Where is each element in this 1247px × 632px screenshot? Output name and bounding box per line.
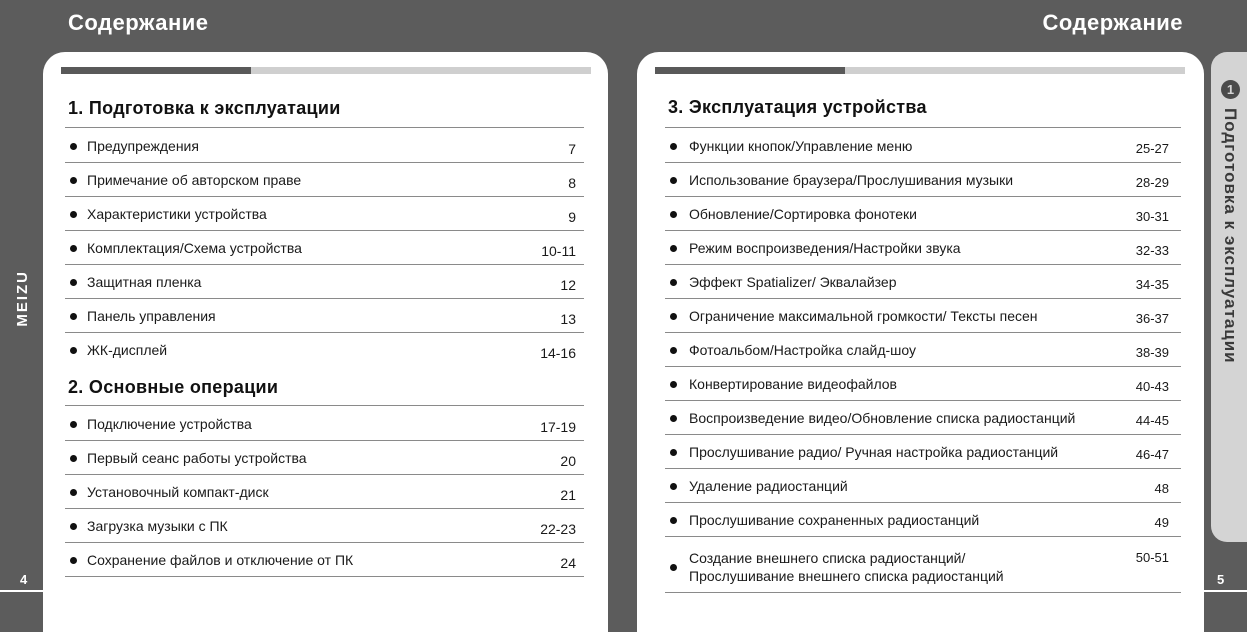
right-page-number: 5	[1217, 572, 1225, 587]
toc-item-page: 10-11	[541, 243, 576, 259]
toc-item-label: Подключение устройства	[87, 416, 252, 432]
toc-item-label: Предупреждения	[87, 138, 199, 154]
toc-item-page: 17-19	[540, 419, 576, 435]
bullet-icon	[70, 347, 77, 354]
toc-item-label: Удаление радиостанций	[689, 478, 848, 494]
bullet-icon	[670, 279, 677, 286]
chapter-tab-label: Подготовка к эксплуатации	[1221, 108, 1240, 364]
toc-item[interactable]	[65, 474, 584, 509]
toc-item-page: 28-29	[1135, 175, 1169, 190]
toc-item-label: Обновление/Сортировка фонотеки	[689, 206, 917, 222]
left-page-number-underline	[0, 590, 43, 592]
toc-item-label-line2: Прослушивание внешнего списка радиостанций	[689, 568, 1004, 584]
toc-item-label: Первый сеанс работы устройства	[87, 450, 307, 466]
toc-item[interactable]	[665, 298, 1181, 333]
toc-item-page: 24	[560, 555, 576, 571]
toc-item[interactable]	[665, 230, 1181, 265]
toc-item-page: 21	[560, 487, 576, 503]
bullet-icon	[70, 143, 77, 150]
toc-item-label-line1: Создание внешнего списка радиостанций/	[689, 550, 966, 566]
bullet-icon	[70, 313, 77, 320]
toc-item[interactable]	[665, 162, 1181, 197]
toc-item-page: 25-27	[1135, 141, 1169, 156]
toc-item-page: 9	[568, 209, 576, 225]
toc-item[interactable]	[65, 332, 584, 366]
chapter-number-badge: 1	[1221, 80, 1240, 99]
section-2-title: 2. Основные операции	[68, 377, 279, 397]
toc-item[interactable]	[665, 468, 1181, 503]
toc-item-page: 13	[560, 311, 576, 327]
toc-item-label: Комплектация/Схема устройства	[87, 240, 302, 256]
toc-item-page: 46-47	[1135, 447, 1169, 462]
toc-item-label: Сохранение файлов и отключение от ПК	[87, 552, 354, 568]
left-page-header: Содержание	[68, 10, 209, 35]
left-header-bar	[61, 67, 591, 74]
right-page-panel	[637, 52, 1204, 632]
toc-item-page: 40-43	[1135, 379, 1169, 394]
bullet-icon	[670, 211, 677, 218]
toc-item[interactable]	[65, 264, 584, 299]
toc-item[interactable]	[65, 542, 584, 577]
toc-item-label: Режим воспроизведения/Настройки звука	[689, 240, 961, 256]
bullet-icon	[70, 279, 77, 286]
meizu-logo: MEIZU	[14, 270, 31, 327]
bullet-icon	[670, 143, 677, 150]
toc-item-page: 7	[568, 141, 576, 157]
toc-item[interactable]	[665, 502, 1181, 537]
toc-item-label: Загрузка музыки с ПК	[87, 518, 228, 534]
bullet-icon	[670, 177, 677, 184]
section-3-title: 3. Эксплуатация устройства	[668, 97, 927, 117]
right-page-number-underline	[1204, 590, 1247, 592]
toc-item-label: Функции кнопок/Управление меню	[689, 138, 913, 154]
toc-item[interactable]	[65, 162, 584, 197]
toc-item-label: Конвертирование видеофайлов	[689, 376, 897, 392]
toc-item-label: Примечание об авторском праве	[87, 172, 302, 188]
bullet-icon	[70, 211, 77, 218]
toc-item-page: 49	[1154, 515, 1169, 530]
toc-item-label: Эффект Spatializer/ Эквалайзер	[689, 274, 897, 290]
toc-item-label: Прослушивание сохраненных радиостанций	[689, 512, 980, 528]
toc-item-label: Панель управления	[87, 308, 216, 324]
toc-item-label: Использование браузера/Прослушивания музыки	[689, 172, 1014, 188]
left-page-number: 4	[20, 572, 28, 587]
bullet-icon	[670, 483, 677, 490]
toc-item[interactable]	[65, 196, 584, 231]
toc-item-page: 50-51	[1135, 550, 1169, 565]
toc-item[interactable]	[65, 298, 584, 333]
bullet-icon	[70, 523, 77, 530]
toc-item-page: 38-39	[1135, 345, 1169, 360]
bullet-icon	[670, 517, 677, 524]
toc-item[interactable]	[665, 434, 1181, 469]
toc-item[interactable]	[665, 400, 1181, 435]
toc-item-page: 36-37	[1135, 311, 1169, 326]
toc-item[interactable]	[65, 440, 584, 475]
toc-item-label: Ограничение максимальной громкости/ Тексты песен	[689, 308, 1038, 324]
toc-item-page: 20	[560, 453, 576, 469]
toc-item-page: 34-35	[1135, 277, 1169, 292]
bullet-icon	[670, 564, 677, 571]
bullet-icon	[670, 415, 677, 422]
toc-item[interactable]	[65, 406, 584, 441]
toc-item[interactable]	[665, 332, 1181, 367]
toc-item-label: Прослушивание радио/ Ручная настройка радиостанций	[689, 444, 1059, 460]
toc-item-label: Воспроизведение видео/Обновление списка радиостанций	[689, 410, 1076, 426]
bullet-icon	[70, 557, 77, 564]
toc-item-page: 30-31	[1135, 209, 1169, 224]
toc-item[interactable]	[665, 196, 1181, 231]
bullet-icon	[70, 455, 77, 462]
toc-item[interactable]	[65, 508, 584, 543]
bullet-icon	[670, 381, 677, 388]
bullet-icon	[70, 489, 77, 496]
left-page-panel	[43, 52, 608, 632]
toc-item-label: ЖК-дисплей	[87, 342, 168, 358]
section-1-title: 1. Подготовка к эксплуатации	[68, 98, 341, 118]
toc-item-page: 32-33	[1135, 243, 1169, 258]
toc-item-label: Защитная пленка	[87, 274, 202, 290]
bullet-icon	[70, 421, 77, 428]
toc-item[interactable]	[65, 128, 584, 163]
toc-item-page: 12	[560, 277, 576, 293]
bullet-icon	[70, 245, 77, 252]
toc-item-page: 44-45	[1135, 413, 1169, 428]
toc-item-page: 8	[568, 175, 576, 191]
toc-item[interactable]	[65, 230, 584, 265]
toc-item-label: Фотоальбом/Настройка слайд-шоу	[689, 342, 917, 358]
right-header-bar	[655, 67, 1185, 74]
bullet-icon	[670, 245, 677, 252]
toc-item-label: Установочный компакт-диск	[87, 484, 269, 500]
toc-item-page: 14-16	[540, 345, 576, 361]
bullet-icon	[670, 449, 677, 456]
toc-item-label: Характеристики устройства	[87, 206, 267, 222]
bullet-icon	[670, 347, 677, 354]
toc-item[interactable]	[665, 264, 1181, 299]
right-page-header: Содержание	[1042, 10, 1183, 35]
chapter-side-tab[interactable]	[1211, 52, 1247, 542]
toc-item[interactable]	[665, 536, 1181, 593]
bullet-icon	[70, 177, 77, 184]
toc-item[interactable]	[665, 366, 1181, 401]
toc-item-page: 48	[1154, 481, 1169, 496]
toc-item[interactable]	[665, 128, 1181, 163]
bullet-icon	[670, 313, 677, 320]
toc-item-page: 22-23	[540, 521, 576, 537]
